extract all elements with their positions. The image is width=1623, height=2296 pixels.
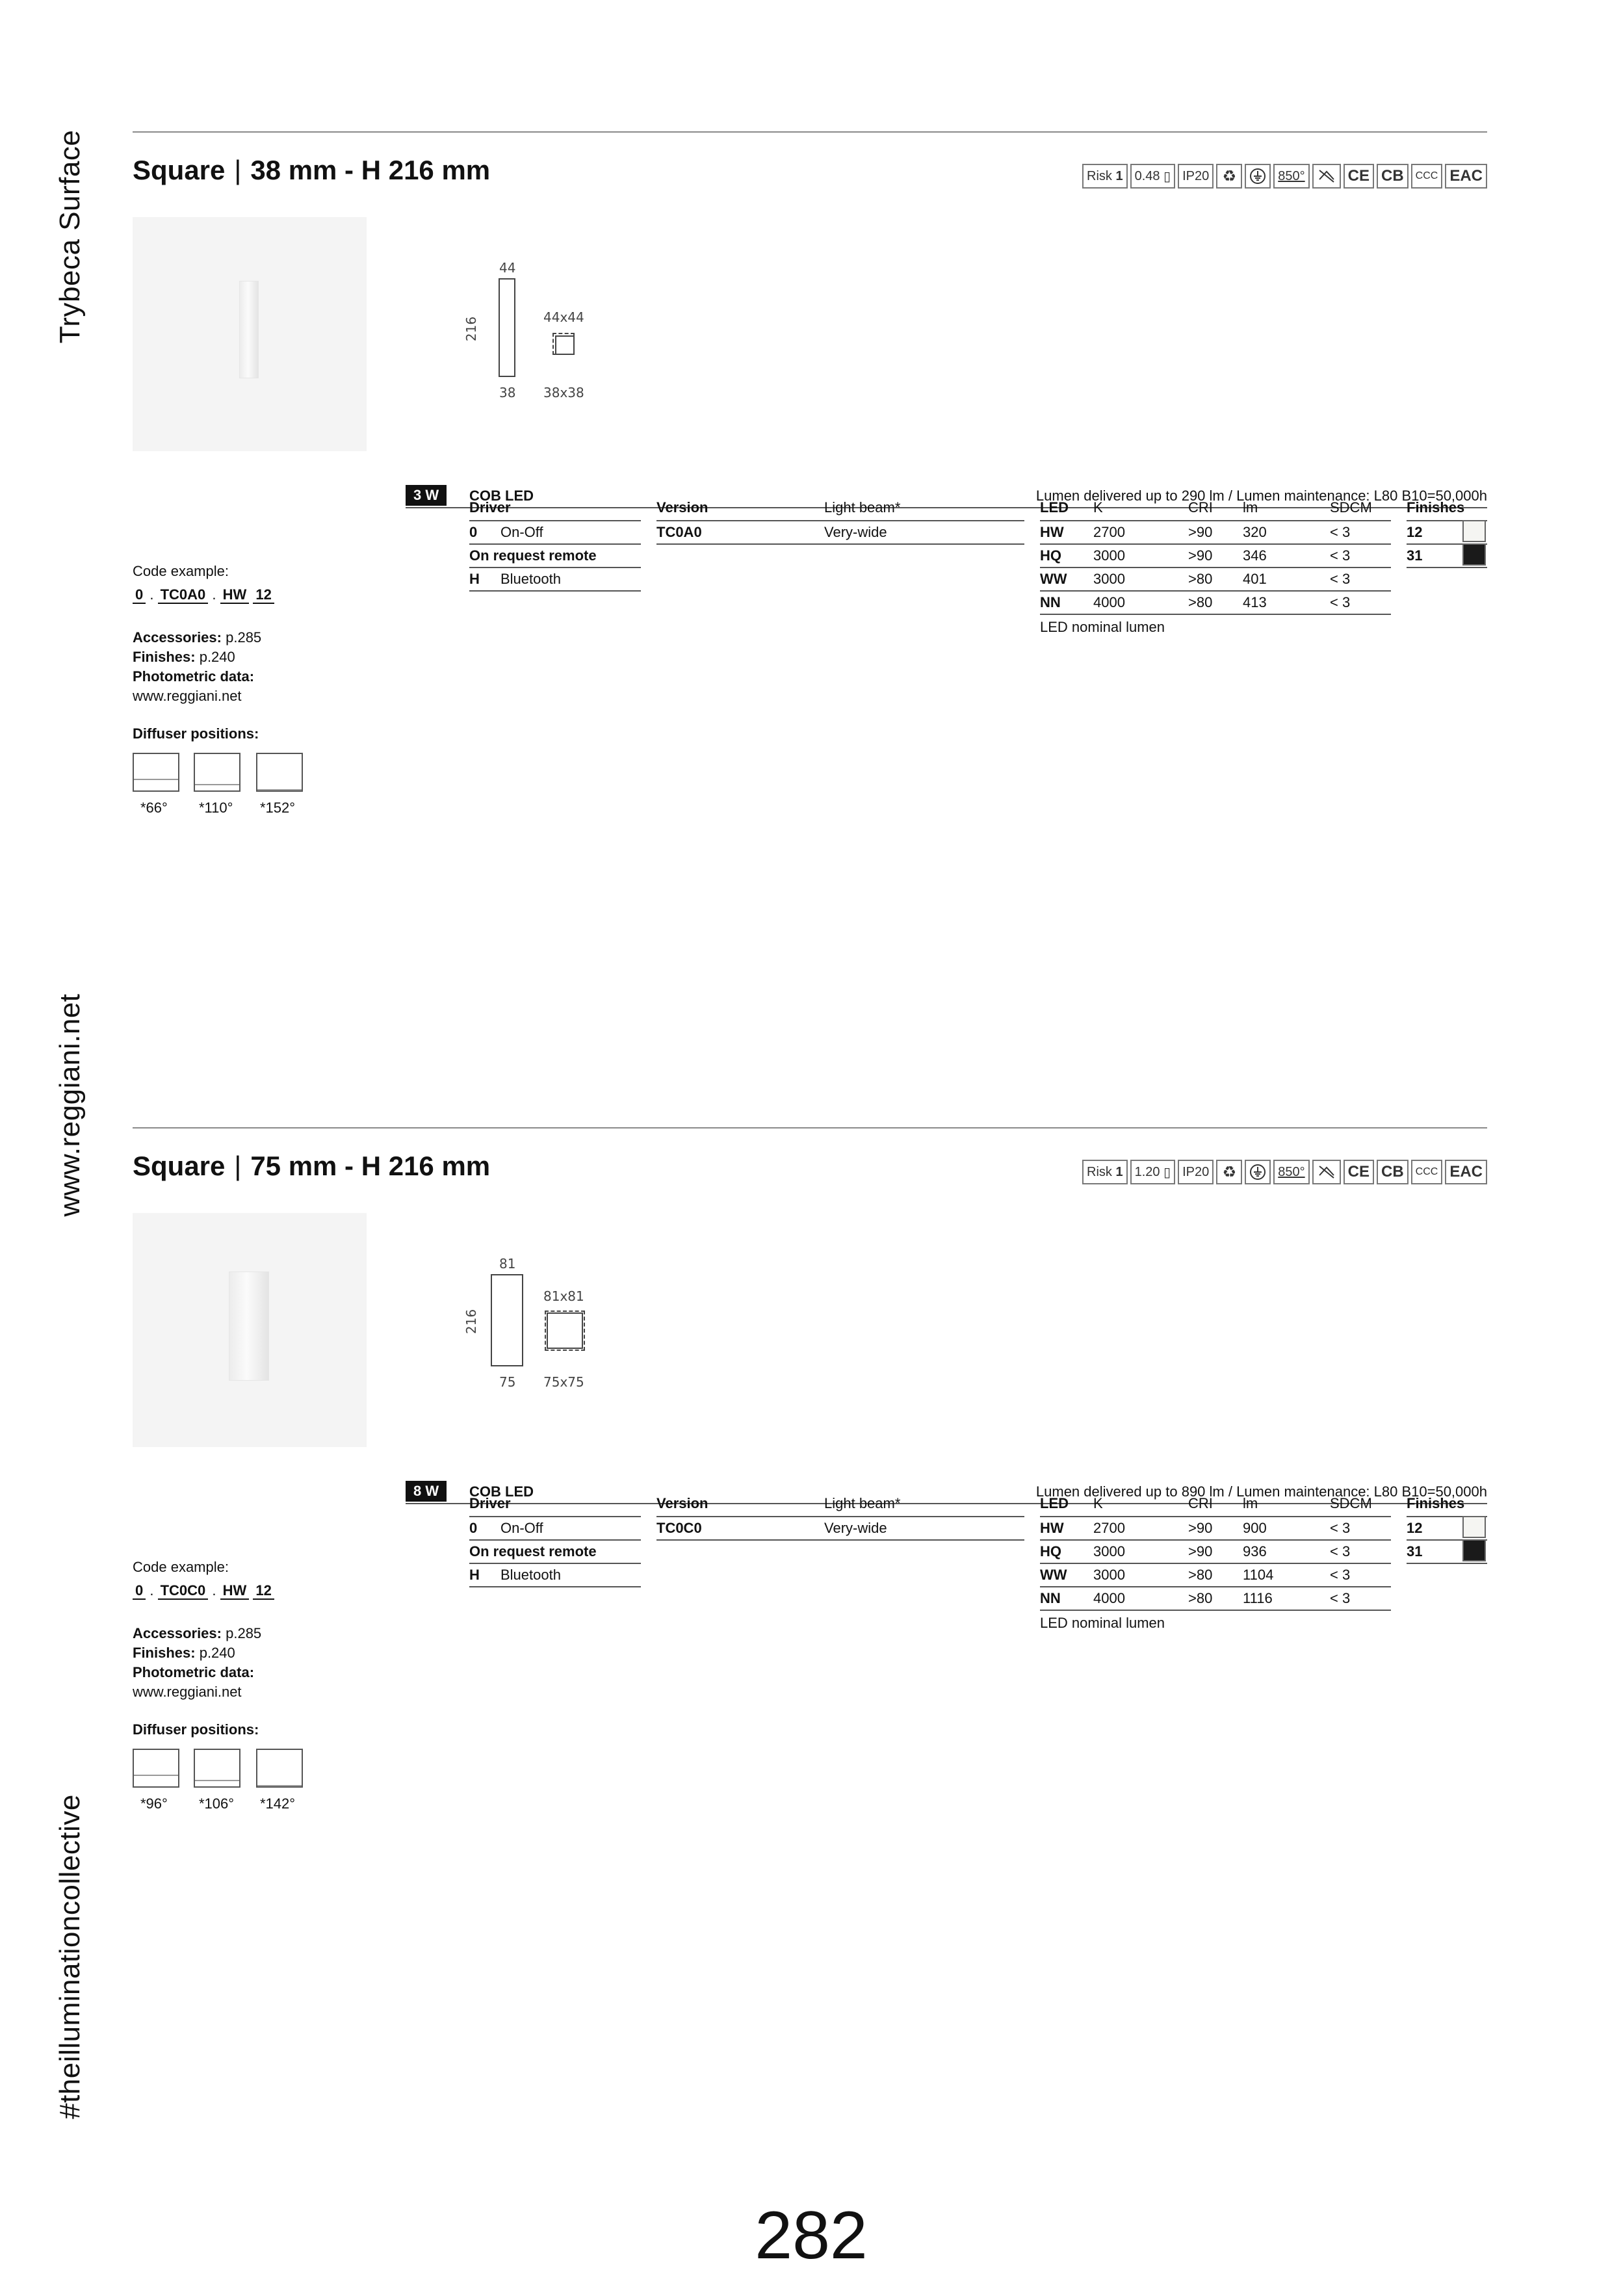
dim-top: 81 bbox=[499, 1256, 516, 1272]
led-cell: >80 bbox=[1188, 1567, 1213, 1583]
led-cell: HQ bbox=[1040, 547, 1061, 564]
diffuser-position-2 bbox=[194, 753, 240, 792]
eac-mark: EAC bbox=[1445, 1160, 1487, 1184]
driver-rule bbox=[469, 1516, 641, 1517]
eac-mark: EAC bbox=[1445, 164, 1487, 189]
diffuser-angle: *66° bbox=[140, 800, 168, 816]
recycle-icon: ♻ bbox=[1216, 1160, 1242, 1184]
photometric-link[interactable]: www.reggiani.net bbox=[133, 1684, 242, 1700]
driver-rule bbox=[469, 543, 641, 545]
led-cell: HW bbox=[1040, 1520, 1064, 1536]
version-rule bbox=[656, 543, 1024, 545]
led-cell: >90 bbox=[1188, 1520, 1213, 1536]
energy-badge bbox=[1130, 1160, 1176, 1184]
driver-rule bbox=[469, 567, 641, 568]
led-cell: 3000 bbox=[1093, 547, 1125, 564]
diffuser-position-2 bbox=[194, 1749, 240, 1788]
risk-badge bbox=[1082, 164, 1128, 189]
led-cell: 900 bbox=[1243, 1520, 1267, 1536]
accessories-line bbox=[133, 1624, 261, 1643]
finish-swatch-white[interactable] bbox=[1462, 520, 1486, 542]
version-code: TC0A0 bbox=[656, 524, 702, 540]
driver-label: On request remote bbox=[469, 1543, 597, 1559]
led-cell: 4000 bbox=[1093, 1590, 1125, 1606]
led-cell: 2700 bbox=[1093, 1520, 1125, 1536]
led-cell: < 3 bbox=[1330, 571, 1351, 587]
driver-rule bbox=[469, 520, 641, 521]
product-title bbox=[133, 1151, 490, 1182]
certification-strip bbox=[1082, 163, 1487, 190]
finish-swatch-white[interactable] bbox=[1462, 1516, 1486, 1538]
energy-badge bbox=[1130, 164, 1176, 189]
top-view bbox=[555, 335, 575, 355]
version-rule bbox=[656, 1516, 1024, 1517]
led-cell: >90 bbox=[1188, 524, 1213, 540]
diffuser-label: Diffuser positions: bbox=[133, 725, 259, 742]
finishes-line bbox=[133, 647, 235, 667]
beam-header: Light beam* bbox=[824, 499, 901, 515]
led-cell: WW bbox=[1040, 1567, 1067, 1583]
accessories-value: p.285 bbox=[226, 1625, 262, 1641]
led-cell: < 3 bbox=[1330, 1520, 1351, 1536]
finish-swatch-black[interactable] bbox=[1462, 1539, 1486, 1561]
side-view bbox=[499, 278, 515, 377]
driver-header: Driver bbox=[469, 499, 511, 515]
certification-strip bbox=[1082, 1158, 1487, 1186]
ground-icon bbox=[1245, 164, 1271, 189]
code-part: 0 bbox=[133, 1582, 146, 1600]
title-separator: | bbox=[234, 155, 242, 185]
led-note: LED nominal lumen bbox=[1040, 1615, 1165, 1631]
ground-icon bbox=[1245, 1160, 1271, 1184]
photometric-label: Photometric data: bbox=[133, 668, 255, 685]
dim-bottom: 75 bbox=[499, 1374, 516, 1390]
table-rule bbox=[1040, 1586, 1391, 1587]
led-cell: HW bbox=[1040, 524, 1064, 540]
dim-height: 216 bbox=[463, 316, 480, 342]
side-view bbox=[491, 1274, 523, 1366]
sidebar-website[interactable]: www.reggiani.net bbox=[54, 993, 86, 1217]
product-dimensions: 75 mm - H 216 mm bbox=[250, 1151, 491, 1181]
led-cell: NN bbox=[1040, 594, 1061, 610]
diffuser-position-1 bbox=[133, 753, 179, 792]
led-cell: 320 bbox=[1243, 524, 1267, 540]
lumen-info: Lumen delivered up to 890 lm / Lumen maintenance: L80 B10=50,000h bbox=[1035, 1483, 1487, 1500]
ce-mark: CE bbox=[1344, 1160, 1374, 1184]
led-cell: 3000 bbox=[1093, 1543, 1125, 1559]
code-part: 12 bbox=[253, 586, 274, 604]
glow-wire-badge: 850° bbox=[1273, 164, 1309, 189]
led-header: CRI bbox=[1188, 499, 1213, 515]
accessories-value: p.285 bbox=[226, 629, 262, 646]
dim-height: 216 bbox=[463, 1309, 480, 1335]
code-example-label: Code example: bbox=[133, 563, 229, 579]
led-header: SDCM bbox=[1330, 1495, 1372, 1511]
cob-label: COB LED bbox=[469, 1483, 534, 1500]
diffuser-label: Diffuser positions: bbox=[133, 1721, 259, 1738]
table-rule bbox=[1040, 1539, 1391, 1541]
table-rule bbox=[1040, 1610, 1391, 1611]
led-cell: 2700 bbox=[1093, 524, 1125, 540]
code-part: 0 bbox=[133, 586, 146, 604]
ip-badge: IP20 bbox=[1178, 164, 1214, 189]
table-rule bbox=[1040, 567, 1391, 568]
led-header: lm bbox=[1243, 499, 1258, 515]
product-section bbox=[0, 130, 1623, 910]
sidebar-hashtag: #theilluminationcollective bbox=[54, 1794, 86, 2119]
led-cell: NN bbox=[1040, 1590, 1061, 1606]
led-cell: < 3 bbox=[1330, 524, 1351, 540]
cb-mark: CB bbox=[1377, 164, 1409, 189]
technical-drawing bbox=[455, 260, 624, 416]
driver-label: Bluetooth bbox=[500, 1567, 561, 1583]
driver-code: H bbox=[469, 1567, 480, 1583]
code-example: 0 . TC0A0 . HW 12 bbox=[133, 585, 274, 605]
product-photo bbox=[133, 1213, 367, 1447]
product-section bbox=[0, 1126, 1623, 1906]
driver-rule bbox=[469, 590, 641, 592]
version-rule bbox=[656, 1539, 1024, 1541]
finishes-value: p.240 bbox=[199, 649, 235, 665]
photometric-label: Photometric data: bbox=[133, 1664, 255, 1680]
driver-header: Driver bbox=[469, 1495, 511, 1511]
driver-rule bbox=[469, 1539, 641, 1541]
dim-square-top: 44x44 bbox=[543, 309, 584, 325]
ccc-mark: CCC bbox=[1411, 164, 1443, 189]
product-name: Square bbox=[133, 155, 226, 185]
header-rule bbox=[406, 507, 1487, 508]
accessories-label: Accessories: bbox=[133, 629, 222, 646]
diffuser-angle: *110° bbox=[199, 800, 233, 816]
led-cell: >80 bbox=[1188, 594, 1213, 610]
ce-mark: CE bbox=[1344, 164, 1374, 189]
table-rule bbox=[1040, 520, 1391, 521]
risk-badge bbox=[1082, 1160, 1128, 1184]
finishes-line bbox=[133, 1643, 235, 1663]
photometric-link[interactable]: www.reggiani.net bbox=[133, 688, 242, 704]
led-header: LED bbox=[1040, 499, 1069, 515]
beam-value: Very-wide bbox=[824, 524, 887, 540]
finish-code: 31 bbox=[1407, 547, 1423, 564]
finish-code: 31 bbox=[1407, 1543, 1423, 1559]
finish-code: 12 bbox=[1407, 1520, 1423, 1536]
version-rule bbox=[656, 520, 1024, 521]
led-cell: 4000 bbox=[1093, 594, 1125, 610]
driver-code: H bbox=[469, 571, 480, 587]
cb-mark: CB bbox=[1377, 1160, 1409, 1184]
header-rule bbox=[406, 1503, 1487, 1504]
lamp-image bbox=[239, 281, 259, 378]
led-cell: 346 bbox=[1243, 547, 1267, 564]
driver-rule bbox=[469, 1563, 641, 1564]
ip-badge: IP20 bbox=[1178, 1160, 1214, 1184]
diffuser-angle: *106° bbox=[199, 1795, 235, 1812]
led-cell: >90 bbox=[1188, 1543, 1213, 1559]
led-cell: 1116 bbox=[1243, 1590, 1273, 1606]
beam-value: Very-wide bbox=[824, 1520, 887, 1536]
led-cell: < 3 bbox=[1330, 547, 1351, 564]
led-cell: >90 bbox=[1188, 547, 1213, 564]
page-number: 282 bbox=[755, 2198, 868, 2273]
led-cell: 3000 bbox=[1093, 1567, 1125, 1583]
risk-value: 1 bbox=[1115, 1164, 1123, 1179]
risk-value: 1 bbox=[1115, 168, 1123, 183]
table-rule bbox=[1040, 543, 1391, 545]
risk-label: Risk bbox=[1087, 168, 1112, 183]
code-part: TC0C0 bbox=[158, 1582, 209, 1600]
finishes-header: Finishes bbox=[1407, 1495, 1465, 1511]
recycle-icon: ♻ bbox=[1216, 164, 1242, 189]
technical-drawing bbox=[455, 1256, 624, 1412]
led-header: CRI bbox=[1188, 1495, 1213, 1511]
driver-code: 0 bbox=[469, 524, 478, 540]
diffuser-angle: *96° bbox=[140, 1795, 168, 1812]
table-rule bbox=[1040, 590, 1391, 592]
table-rule bbox=[1040, 1516, 1391, 1517]
bulb-icon: ▯ bbox=[1163, 169, 1171, 184]
driver-label: On request remote bbox=[469, 547, 597, 564]
finishes-rule bbox=[1407, 1563, 1487, 1564]
led-cell: 401 bbox=[1243, 571, 1267, 587]
lumen-info: Lumen delivered up to 290 lm / Lumen maintenance: L80 B10=50,000h bbox=[1035, 488, 1487, 504]
diffuser-position-3 bbox=[256, 1749, 303, 1788]
driver-code: 0 bbox=[469, 1520, 478, 1536]
diffuser-position-3 bbox=[256, 753, 303, 792]
led-note: LED nominal lumen bbox=[1040, 619, 1165, 635]
finishes-value: p.240 bbox=[199, 1645, 235, 1661]
diffuser-angle: *142° bbox=[260, 1795, 296, 1812]
risk-label: Risk bbox=[1087, 1164, 1112, 1179]
lamp-image bbox=[229, 1272, 269, 1381]
glow-wire-badge: 850° bbox=[1273, 1160, 1309, 1184]
finishes-header: Finishes bbox=[1407, 499, 1465, 515]
finishes-rule bbox=[1407, 567, 1487, 568]
dim-bottom: 38 bbox=[499, 385, 516, 400]
product-name: Square bbox=[133, 1151, 226, 1181]
led-cell: < 3 bbox=[1330, 594, 1351, 610]
led-cell: < 3 bbox=[1330, 1567, 1351, 1583]
led-header: SDCM bbox=[1330, 499, 1372, 515]
driver-label: Bluetooth bbox=[500, 571, 561, 587]
product-photo bbox=[133, 217, 367, 451]
led-cell: < 3 bbox=[1330, 1590, 1351, 1606]
dim-square-bottom: 75x75 bbox=[543, 1374, 584, 1390]
code-example: 0 . TC0C0 . HW 12 bbox=[133, 1581, 274, 1600]
table-rule bbox=[1040, 614, 1391, 615]
code-part: HW bbox=[220, 586, 250, 604]
section-rule bbox=[133, 1127, 1487, 1128]
led-cell: 3000 bbox=[1093, 571, 1125, 587]
product-dimensions: 38 mm - H 216 mm bbox=[250, 155, 491, 185]
driver-rule bbox=[469, 1586, 641, 1587]
led-header: LED bbox=[1040, 1495, 1069, 1511]
led-header: K bbox=[1093, 499, 1103, 515]
led-header: K bbox=[1093, 1495, 1103, 1511]
product-title bbox=[133, 155, 490, 186]
no-cover-icon bbox=[1312, 1160, 1341, 1184]
bulb-icon: ▯ bbox=[1163, 1165, 1171, 1180]
dim-square-top: 81x81 bbox=[543, 1288, 584, 1304]
accessories-line bbox=[133, 628, 261, 647]
power-badge: 3 W bbox=[406, 485, 447, 506]
table-rule bbox=[1040, 1563, 1391, 1564]
section-rule bbox=[133, 131, 1487, 133]
finish-swatch-black[interactable] bbox=[1462, 543, 1486, 566]
led-cell: 413 bbox=[1243, 594, 1267, 610]
dim-square-bottom: 38x38 bbox=[543, 385, 584, 400]
sidebar-family: Trybeca Surface bbox=[54, 129, 86, 344]
led-header: lm bbox=[1243, 1495, 1258, 1511]
code-example-label: Code example: bbox=[133, 1559, 229, 1575]
finishes-label: Finishes: bbox=[133, 649, 196, 665]
led-cell: 936 bbox=[1243, 1543, 1267, 1559]
diffuser-position-1 bbox=[133, 1749, 179, 1788]
led-cell: < 3 bbox=[1330, 1543, 1351, 1559]
finish-code: 12 bbox=[1407, 524, 1423, 540]
code-part: HW bbox=[220, 1582, 250, 1600]
version-code: TC0C0 bbox=[656, 1520, 702, 1536]
led-cell: >80 bbox=[1188, 571, 1213, 587]
driver-label: On-Off bbox=[500, 524, 543, 540]
led-cell: >80 bbox=[1188, 1590, 1213, 1606]
power-badge: 8 W bbox=[406, 1481, 447, 1502]
code-part: TC0A0 bbox=[158, 586, 209, 604]
led-cell: 1104 bbox=[1243, 1567, 1274, 1583]
beam-header: Light beam* bbox=[824, 1495, 901, 1511]
energy-value: 0.48 bbox=[1134, 168, 1160, 183]
accessories-label: Accessories: bbox=[133, 1625, 222, 1641]
version-header: Version bbox=[656, 1495, 708, 1511]
code-part: 12 bbox=[253, 1582, 274, 1600]
led-cell: WW bbox=[1040, 571, 1067, 587]
energy-value: 1.20 bbox=[1134, 1164, 1160, 1179]
dim-top: 44 bbox=[499, 260, 516, 276]
title-separator: | bbox=[234, 1151, 242, 1181]
driver-label: On-Off bbox=[500, 1520, 543, 1536]
led-cell: HQ bbox=[1040, 1543, 1061, 1559]
version-header: Version bbox=[656, 499, 708, 515]
diffuser-angle: *152° bbox=[260, 800, 296, 816]
finishes-label: Finishes: bbox=[133, 1645, 196, 1661]
ccc-mark: CCC bbox=[1411, 1160, 1443, 1184]
no-cover-icon bbox=[1312, 164, 1341, 189]
cob-label: COB LED bbox=[469, 488, 534, 504]
top-view bbox=[547, 1312, 583, 1349]
